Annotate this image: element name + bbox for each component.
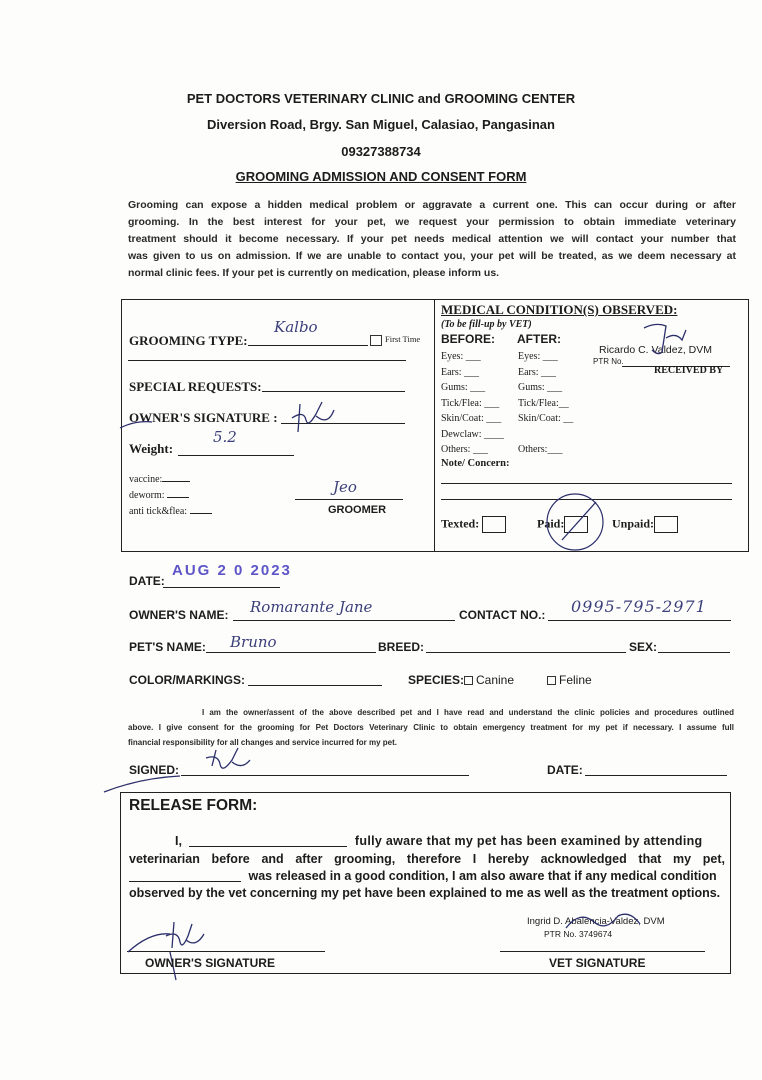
groomer-label: GROOMER bbox=[328, 504, 387, 516]
owner-signature-mark bbox=[282, 396, 352, 436]
after-item: Ears: ___ bbox=[518, 366, 557, 378]
before-item: Skin/Coat: ___ bbox=[441, 413, 502, 424]
consent-line: I am the owner/assent of the above described pet and I have read and understand the clinic policies and procedures outlined bbox=[202, 708, 734, 717]
before-item: Gums: ___ bbox=[441, 382, 486, 393]
weight-value[interactable]: 5.2 bbox=[213, 428, 237, 446]
vaccine-label: vaccine: bbox=[129, 474, 163, 485]
after-item: Eyes: ___ bbox=[518, 351, 558, 362]
sex-label: SEX: bbox=[629, 640, 658, 654]
weight-label: Weight: bbox=[129, 441, 174, 456]
signed-date-label: DATE: bbox=[547, 763, 583, 777]
signed-label: SIGNED: bbox=[129, 763, 180, 777]
species-canine-option[interactable] bbox=[464, 673, 514, 687]
release-line-3 bbox=[129, 869, 725, 883]
after-item: Others:___ bbox=[518, 444, 563, 455]
antitick-label: anti tick&flea: bbox=[129, 506, 188, 517]
first-time-label: First Time bbox=[385, 334, 421, 344]
intro-line: normal clinic fees. If your pet is currently on medication, please inform us. bbox=[128, 267, 500, 279]
vaccine-field bbox=[129, 474, 190, 485]
received-signature bbox=[636, 318, 706, 358]
after-item: Gums: ___ bbox=[518, 382, 563, 393]
note-label: Note/ Concern: bbox=[441, 458, 510, 469]
form-title: GROOMING ADMISSION AND CONSENT FORM bbox=[235, 169, 527, 184]
clinic-phone: 09327388734 bbox=[341, 144, 421, 159]
release-i-label: I, bbox=[175, 834, 182, 848]
owner-signature-label: OWNER'S SIGNATURE : bbox=[129, 410, 278, 425]
release-vet-stamp-ptr: PTR No. 3749674 bbox=[544, 929, 613, 939]
unpaid-label: Unpaid: bbox=[612, 516, 655, 531]
release-text: fully aware that my pet has been examined by attending bbox=[354, 834, 703, 848]
intro-line: was given to us on admission. If we are unable to contact you, your pet will be treated, as we deem necessary at bbox=[128, 250, 736, 262]
species-label: SPECIES: bbox=[408, 673, 465, 687]
intro-line: grooming. In the best interest for your pet, we request your permission to obtain immediate veterinary bbox=[128, 216, 736, 228]
deworm-field bbox=[129, 490, 189, 501]
intro-paragraph bbox=[128, 197, 736, 282]
owner-signature-scribble bbox=[116, 400, 196, 440]
contact-value[interactable]: 0995-795-2971 bbox=[571, 597, 707, 616]
species-feline-option[interactable] bbox=[547, 673, 592, 687]
pet-name-value[interactable]: Bruno bbox=[230, 633, 277, 651]
date-label: DATE: bbox=[129, 574, 165, 588]
grooming-type-value[interactable]: Kalbo bbox=[274, 318, 318, 336]
unpaid-field[interactable] bbox=[612, 516, 678, 533]
medical-subtitle: (To be fill-up by VET) bbox=[441, 319, 532, 330]
breed-label: BREED: bbox=[378, 640, 425, 654]
after-item: Tick/Flea:__ bbox=[518, 397, 569, 409]
intro-line: Grooming can expose a hidden medical problem or aggravate a current one. This can occur during or after bbox=[128, 199, 736, 211]
feline-label: Feline bbox=[559, 673, 592, 687]
owner-name-label: OWNER'S NAME: bbox=[129, 608, 229, 622]
paid-circle-mark bbox=[542, 490, 612, 554]
release-vet-signature bbox=[560, 906, 650, 946]
special-requests-label: SPECIAL REQUESTS: bbox=[129, 379, 262, 394]
vet-stamp-ptr: PTR No. bbox=[593, 357, 624, 366]
before-label: BEFORE: bbox=[441, 332, 495, 346]
texted-checkbox[interactable] bbox=[482, 516, 506, 533]
before-item: Others: ___ bbox=[441, 444, 488, 455]
unpaid-checkbox[interactable] bbox=[654, 516, 678, 533]
medical-title: MEDICAL CONDITION(S) OBSERVED: bbox=[441, 302, 678, 317]
canine-checkbox[interactable] bbox=[464, 676, 473, 685]
before-item: Tick/Flea: ___ bbox=[441, 397, 500, 409]
deworm-label: deworm: bbox=[129, 490, 165, 501]
owner-signature-caption: OWNER'S SIGNATURE bbox=[145, 956, 275, 970]
received-by-label: RECEIVED BY bbox=[654, 365, 724, 376]
consent-line: financial responsibility for all changes and service incurred for my pet. bbox=[128, 738, 397, 747]
first-time-checkbox[interactable] bbox=[370, 334, 420, 346]
release-owner-signature bbox=[120, 912, 230, 982]
antitick-field bbox=[129, 506, 212, 517]
release-line-1 bbox=[129, 834, 725, 848]
release-title: RELEASE FORM: bbox=[129, 797, 258, 814]
contact-label: CONTACT NO.: bbox=[459, 608, 546, 622]
date-stamp: AUG 2 0 2023 bbox=[172, 562, 292, 579]
after-label: AFTER: bbox=[517, 332, 561, 346]
texted-label: Texted: bbox=[441, 516, 480, 531]
before-item: Dewclaw: ____ bbox=[441, 428, 505, 440]
vet-signature-caption: VET SIGNATURE bbox=[549, 956, 646, 970]
feline-checkbox[interactable] bbox=[547, 676, 556, 685]
texted-field[interactable] bbox=[441, 516, 506, 533]
paid-label: Paid: bbox=[537, 516, 565, 531]
release-line-4: observed by the vet concerning my pet have been explained to me as well as the treatment options. bbox=[129, 886, 721, 900]
consent-line: above. I give consent for the grooming for Pet Doctors Veterinary Clinic to obtain emergency treatment for my pet if necessary. I assume full bbox=[128, 723, 734, 732]
after-item: Skin/Coat: __ bbox=[518, 413, 574, 424]
box-divider bbox=[434, 300, 435, 551]
vet-stamp-name: Ricardo C. Valdez, DVM bbox=[599, 344, 713, 356]
color-label: COLOR/MARKINGS: bbox=[129, 673, 245, 687]
release-text: was released in a good condition, I am also aware that if any medical condition bbox=[248, 869, 717, 883]
grooming-type-label: GROOMING TYPE: bbox=[129, 333, 248, 348]
canine-label: Canine bbox=[476, 673, 515, 687]
before-list bbox=[441, 349, 504, 458]
release-vet-stamp-name: Ingrid D. Abalencia-Valdez, DVM bbox=[527, 916, 665, 927]
clinic-name: PET DOCTORS VETERINARY CLINIC and GROOMING CENTER bbox=[186, 91, 576, 106]
clinic-address: Diversion Road, Brgy. San Miguel, Calasiao, Pangasinan bbox=[207, 117, 555, 132]
after-list bbox=[518, 349, 573, 458]
owner-name-value[interactable]: Romarante Jane bbox=[250, 598, 373, 616]
pet-name-label: PET'S NAME: bbox=[129, 640, 206, 654]
groomer-value[interactable]: Jeo bbox=[333, 478, 357, 496]
intro-line: treatment should it become necessary. If your pet needs medical attention we will contact your number that bbox=[128, 233, 736, 245]
release-line-2: veterinarian before and after grooming, therefore I hereby acknowledged that my pet, bbox=[129, 852, 725, 866]
before-item: Ears: ___ bbox=[441, 366, 480, 378]
before-item: Eyes: ___ bbox=[441, 351, 481, 362]
